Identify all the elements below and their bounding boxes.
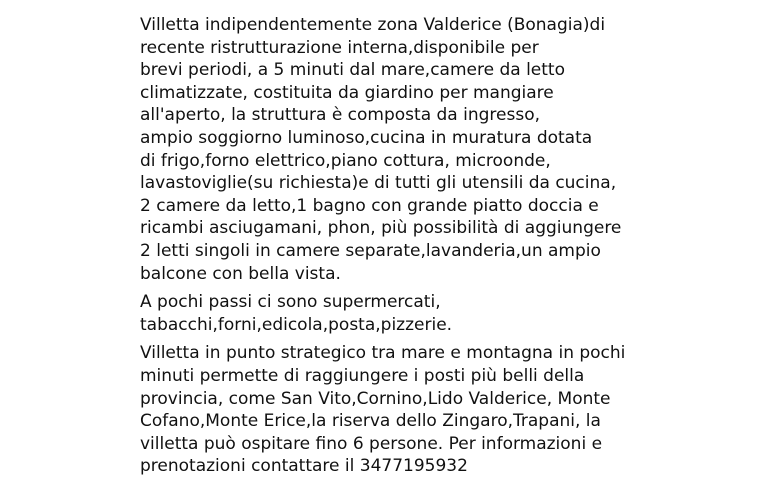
text-line: Villetta indipendentemente zona Valderice (Bonagia)di xyxy=(140,15,606,35)
text-line: Villetta in punto strategico tra mare e montagna in pochi xyxy=(140,343,626,364)
listing-description xyxy=(140,14,740,484)
paragraph-nearby-services xyxy=(140,291,740,336)
paragraph-property-details xyxy=(140,14,740,285)
text-line: A pochi passi ci sono supermercati, xyxy=(140,292,441,313)
text-line: tabacchi,forni,edicola,posta,pizzerie. xyxy=(140,314,453,335)
text-line: lavastoviglie(su richiesta)e di tutti gli utensili da cucina, xyxy=(140,173,617,194)
text-line: ampio soggiorno luminoso,cucina in muratura dotata xyxy=(140,127,593,148)
text-line: all'aperto, la struttura è composta da ingresso, xyxy=(140,105,541,126)
text-line: prenotazioni contattare il 3477195932 xyxy=(140,456,468,477)
text-line: 2 camere da letto,1 bagno con grande piatto doccia e xyxy=(140,195,599,216)
text-line: provincia, come San Vito,Cornino,Lido Valderice, Monte xyxy=(140,388,611,409)
text-line: climatizzate, costituita da giardino per mangiare xyxy=(140,82,554,103)
paragraph-location-contact xyxy=(140,342,740,478)
text-line: recente ristrutturazione interna,disponibile per xyxy=(140,37,539,58)
text-line: villetta può ospitare fino 6 persone. Per informazioni e xyxy=(140,433,603,454)
text-line: di frigo,forno elettrico,piano cottura, microonde, xyxy=(140,150,551,171)
text-line: ricambi asciugamani, phon, più possibilità di aggiungere xyxy=(140,218,622,239)
text-line: brevi periodi, a 5 minuti dal mare,camere da letto xyxy=(140,60,565,81)
text-line: 2 letti singoli in camere separate,lavanderia,un ampio xyxy=(140,240,601,261)
text-line: balcone con bella vista. xyxy=(140,263,341,284)
text-line: minuti permette di raggiungere i posti più belli della xyxy=(140,365,585,386)
text-line: Cofano,Monte Erice,la riserva dello Zingaro,Trapani, la xyxy=(140,411,601,432)
